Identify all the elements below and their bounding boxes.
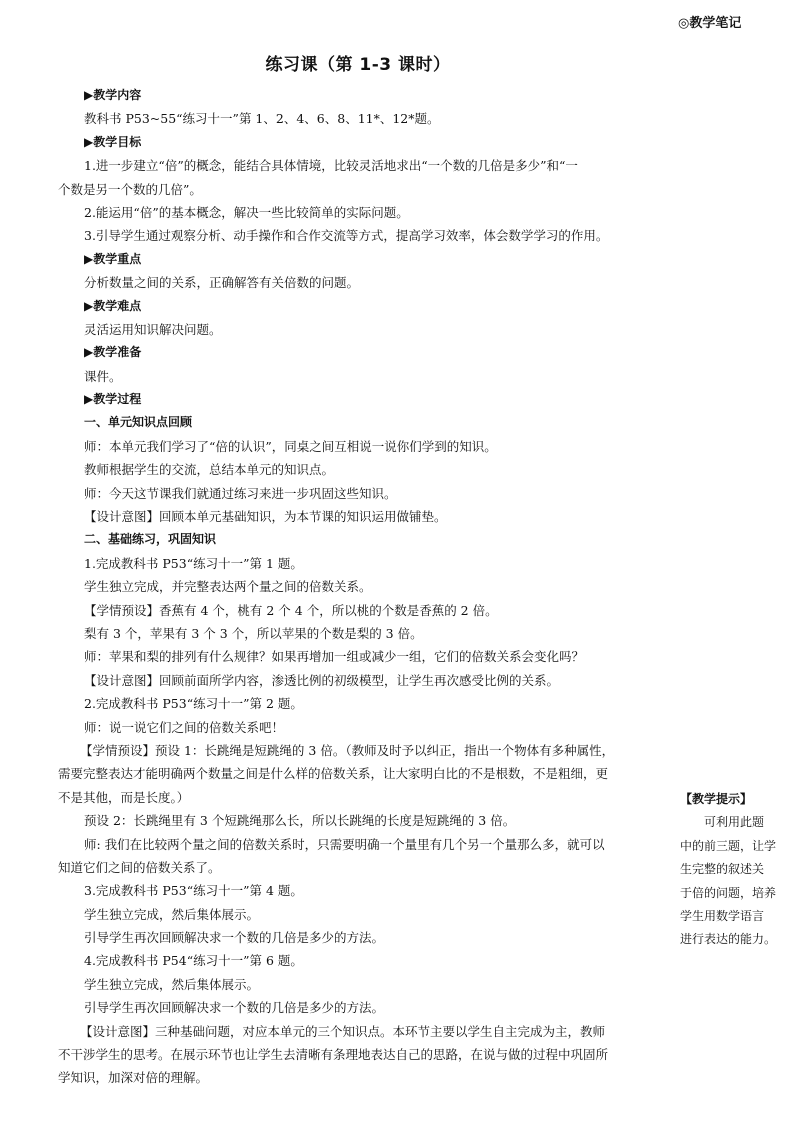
section-heading: ▶教学准备 [84, 345, 142, 360]
body-line: 2.能运用“倍”的基本概念，解决一些比较简单的实际问题。 [84, 204, 409, 220]
body-line: 梨有 3 个，苹果有 3 个 3 个，所以苹果的个数是梨的 3 倍。 [84, 625, 423, 641]
body-line: 4.完成教科书 P54“练习十一”第 6 题。 [84, 953, 303, 969]
body-line: 个数是另一个数的几倍”。 [58, 181, 202, 197]
section-heading: 二、基础练习，巩固知识 [84, 532, 217, 547]
body-line: 学生独立完成，然后集体展示。 [84, 906, 260, 922]
body-line: 预设 2：长跳绳里有 3 个短跳绳那么长，所以长跳绳的长度是短跳绳的 3 倍。 [84, 813, 516, 829]
body-line: 【学情预设】预设 1：长跳绳是短跳绳的 3 倍。（教师及时予以纠正，指出一个物体有多种属性， [80, 742, 615, 758]
body-line: 师：今天这节课我们就通过练习来进一步巩固这些知识。 [84, 485, 397, 501]
body-line: 【学情预设】香蕉有 4 个，桃有 2 个 4 个，所以桃的个数是香蕉的 2 倍。 [84, 602, 498, 618]
teaching-tip-line: 可利用此题 [704, 815, 765, 830]
section-heading: ▶教学目标 [84, 134, 142, 149]
body-line: 【设计意图】三种基础问题，对应本单元的三个知识点。本环节主要以学生自主完成为主，教师 [80, 1023, 606, 1039]
body-line: 课件。 [84, 368, 122, 384]
section-heading: ▶教学重点 [84, 251, 142, 266]
teaching-tip-line: 于倍的问题，培养 [680, 885, 777, 900]
section-heading: 一、单元知识点回顾 [84, 415, 193, 430]
page-title: 练习课（第 1-3 课时） [265, 55, 451, 75]
body-line: 分析数量之间的关系，正确解答有关倍数的问题。 [84, 275, 360, 291]
body-line: 师：说一说它们之间的倍数关系吧！ [84, 719, 285, 735]
body-line: 【设计意图】回顾前面所学内容，渗透比例的初级模型，让学生再次感受比例的关系。 [84, 672, 560, 688]
teaching-tip-line: 中的前三题，让学 [680, 838, 777, 853]
body-line: 需要完整表达才能明确两个数量之间是什么样的倍数关系，让大家明白比的不是根数，不是粗细，更 [58, 766, 609, 782]
teaching-tip-sidebar [680, 788, 775, 952]
body-line: 教科书 P53~55“练习十一”第 1、2、4、6、8、11*、12*题。 [84, 111, 440, 127]
teaching-tip-line: 进行表达的能力。 [680, 932, 777, 947]
body-line: 不是其他，而是长度。） [58, 789, 190, 805]
section-heading: ▶教学过程 [84, 392, 142, 407]
body-line: 师: 我们在比较两个量之间的倍数关系时，只需要明确一个量里有几个另一个量那么多，就可以 [84, 836, 605, 852]
body-line: 学生独立完成，然后集体展示。 [84, 976, 260, 992]
lesson-body [58, 84, 674, 1090]
teaching-tip-heading: 【教学提示】 [680, 792, 753, 806]
teaching-tip-line: 生完整的叙述关 [680, 862, 765, 877]
body-line: 师：本单元我们学习了“倍的认识”，同桌之间互相说一说你们学到的知识。 [84, 438, 497, 454]
teaching-tip-line: 学生用数学语言 [680, 908, 765, 923]
body-line: 3.引导学生通过观察分析、动手操作和合作交流等方式，提高学习效率，体会数学学习的作用。 [84, 228, 609, 244]
body-line: 【设计意图】回顾本单元基础知识，为本节课的知识运用做铺垫。 [84, 509, 447, 525]
section-heading: ▶教学难点 [84, 298, 142, 313]
body-line: 3.完成教科书 P53“练习十一”第 4 题。 [84, 883, 303, 899]
teaching-notes-label: ◎教学笔记 [678, 16, 742, 31]
body-line: 学知识，加深对倍的理解。 [58, 1070, 209, 1086]
body-line: 引导学生再次回顾解决求一个数的几倍是多少的方法。 [84, 1000, 385, 1016]
body-line: 学生独立完成，并完整表达两个量之间的倍数关系。 [84, 579, 372, 595]
body-line: 1.完成教科书 P53“练习十一”第 1 题。 [84, 555, 303, 571]
body-line: 引导学生再次回顾解决求一个数的几倍是多少的方法。 [84, 930, 385, 946]
body-line: 知道它们之间的倍数关系了。 [58, 859, 221, 875]
body-line: 1.进一步建立“倍”的概念，能结合具体情境，比较灵活地求出“一个数的几倍是多少”和“一 [84, 158, 578, 174]
body-line: 不干涉学生的思考。在展示环节也让学生去清晰有条理地表达自己的思路，在说与做的过程中巩固所 [58, 1047, 609, 1063]
body-line: 师：苹果和梨的排列有什么规律？如果再增加一组或减少一组，它们的倍数关系会变化吗？ [84, 649, 585, 665]
body-line: 教师根据学生的交流，总结本单元的知识点。 [84, 462, 335, 478]
body-line: 2.完成教科书 P53“练习十一”第 2 题。 [84, 696, 303, 712]
body-line: 灵活运用知识解决问题。 [84, 321, 222, 337]
section-heading: ▶教学内容 [84, 88, 142, 102]
